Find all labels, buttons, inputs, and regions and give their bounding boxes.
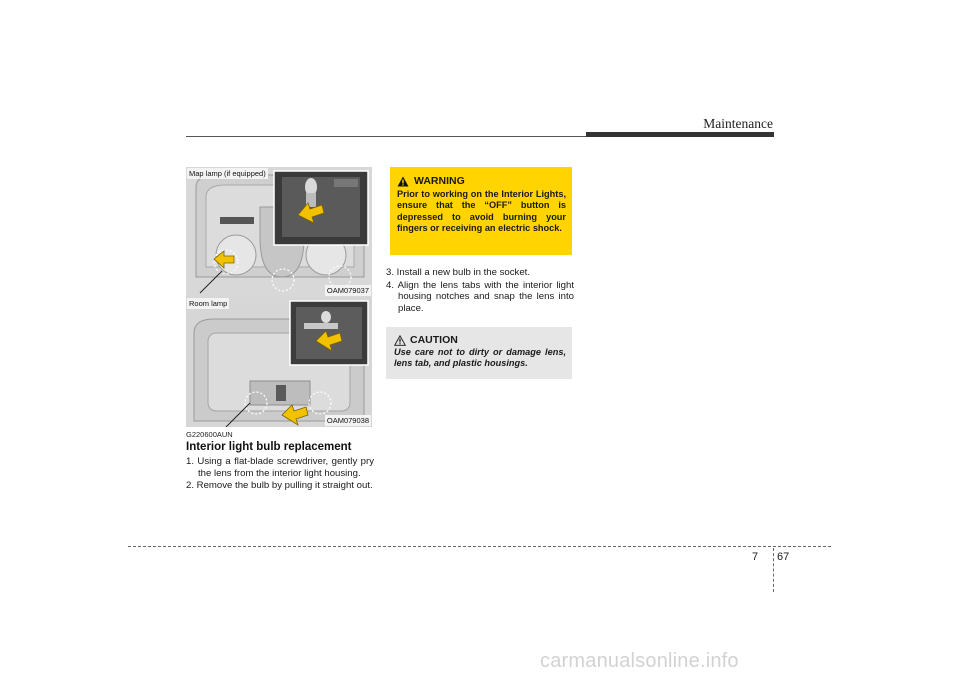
- caution-box: [386, 327, 572, 379]
- step-3: 3. Install a new bulb in the socket.: [386, 267, 530, 278]
- map-lamp-illustration: [186, 167, 372, 297]
- caution-title: CAUTION: [410, 334, 458, 346]
- steps-left: [186, 456, 374, 493]
- footer-rule: [128, 546, 831, 547]
- chapter-number: 7: [752, 551, 759, 563]
- warning-box: [390, 167, 572, 255]
- watermark: carmanualsonline.info: [540, 650, 739, 672]
- room-lamp-illustration: [186, 297, 372, 427]
- caution-header: [394, 334, 566, 346]
- warning-text: Prior to working on the Interior Lights, ensure that the “OFF” button is depressed to avoid burning your fingers or receiving an electric shock.: [397, 189, 566, 234]
- header-rule: [186, 136, 586, 137]
- map-lamp-figure: [186, 167, 372, 297]
- room-lamp-label: Room lamp: [189, 299, 228, 308]
- room-lamp-code: OAM079038: [326, 416, 369, 425]
- warning-triangle-icon: [397, 176, 409, 187]
- room-lamp-figure: [186, 297, 372, 427]
- footer-divider: [773, 548, 774, 592]
- step-1: 1. Using a flat-blade screwdriver, gently pry the lens from the interior light housing.: [186, 456, 374, 479]
- section-heading: Interior light bulb replacement: [186, 441, 352, 453]
- caution-text: Use care not to dirty or damage lens, lens tab, and plastic housings.: [394, 347, 566, 369]
- map-lamp-label: Map lamp (if equipped): [189, 169, 266, 178]
- caution-triangle-icon: [394, 335, 406, 346]
- section-title: Maintenance: [703, 116, 773, 131]
- warning-header: [397, 175, 566, 187]
- section-code: G220600AUN: [186, 430, 233, 439]
- page-number: 67: [777, 551, 790, 563]
- step-4: 4. Align the lens tabs with the interior light housing notches and snap the lens into place.: [386, 279, 574, 314]
- header-rule-bar: [586, 132, 774, 137]
- warning-title: WARNING: [414, 175, 465, 187]
- steps-right: [386, 267, 574, 315]
- step-2: 2. Remove the bulb by pulling it straight out.: [186, 480, 373, 492]
- map-lamp-code: OAM079037: [326, 286, 369, 295]
